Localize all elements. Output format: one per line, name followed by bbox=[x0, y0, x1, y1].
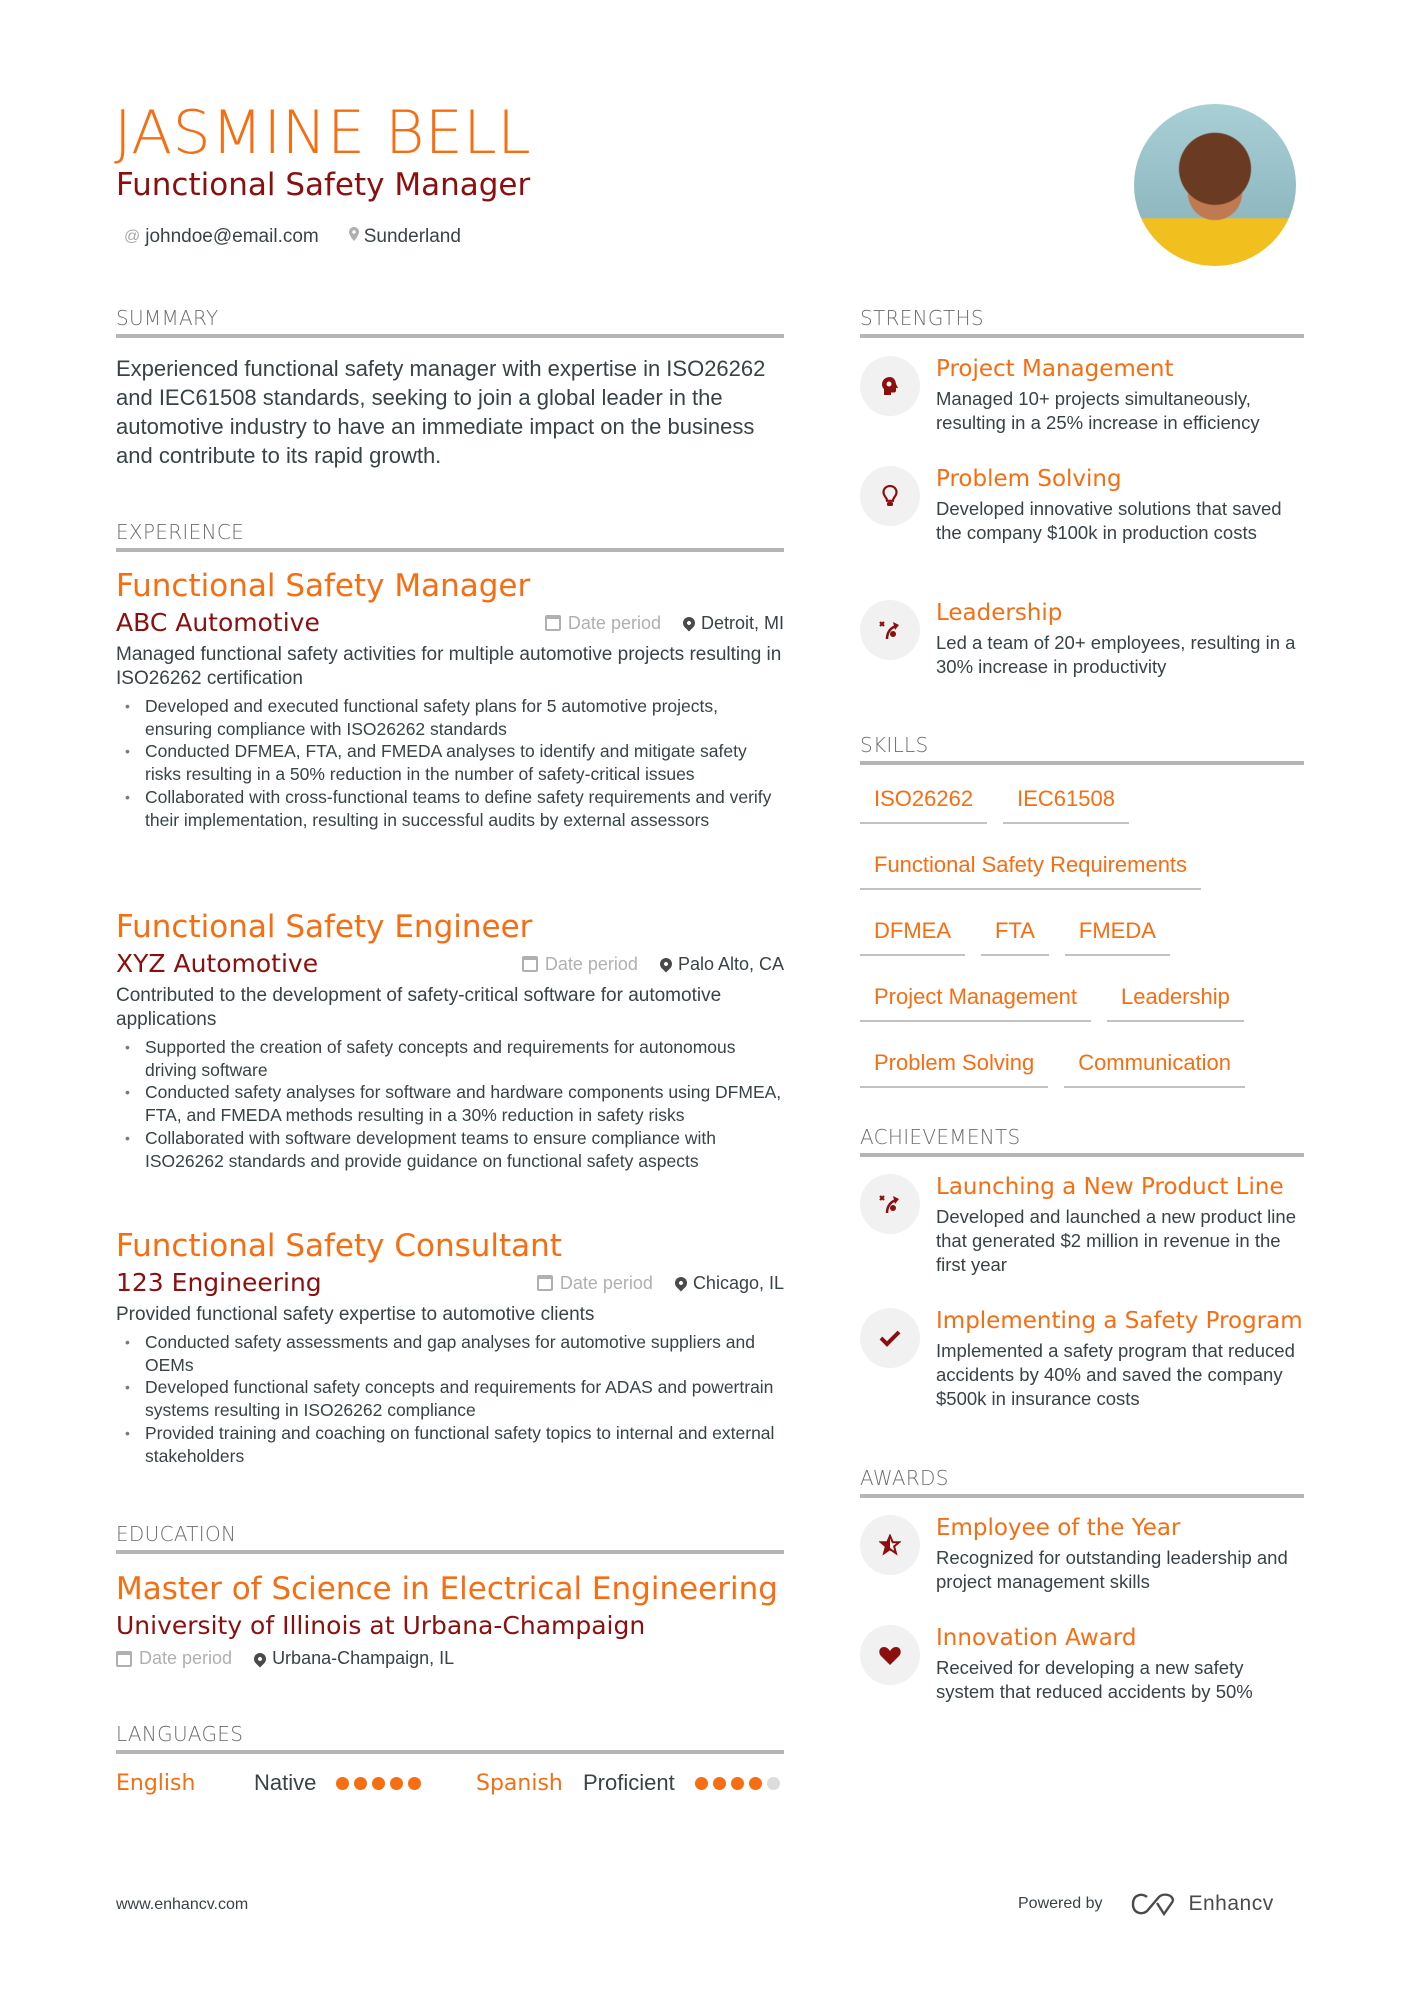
email-item[interactable] bbox=[124, 224, 319, 250]
map-pin-icon bbox=[349, 224, 359, 250]
powered-by-label: Powered by bbox=[1018, 1895, 1103, 1912]
map-pin-icon bbox=[672, 1275, 689, 1292]
candidate-title: Functional Safety Manager bbox=[116, 167, 531, 203]
achievement-item bbox=[860, 1172, 1304, 1277]
job-bullet: • Developed functional safety concepts and requirements for ADAS and powertrain systems resulting in ISO26262 compliance bbox=[116, 1376, 784, 1421]
job-bullet: • Conducted safety analyses for software and hardware components using DFMEA, FTA, and FMEDA methods resulting in a 30% reduction in safety risks bbox=[116, 1081, 784, 1126]
candidate-name: JASMINE BELL bbox=[114, 98, 532, 168]
job-bullet: • Collaborated with cross-functional teams to define safety requirements and verify their implementation, resulting in successful audits by external assessors bbox=[116, 786, 784, 831]
job-description: Provided functional safety expertise to automotive clients bbox=[116, 1304, 595, 1325]
achievement-title: Launching a New Product Line bbox=[936, 1174, 1284, 1200]
strength-title: Problem Solving bbox=[936, 466, 1122, 492]
achievements-heading: ACHIEVEMENTS bbox=[860, 1125, 1304, 1157]
award-title: Employee of the Year bbox=[936, 1515, 1181, 1541]
experience-entry bbox=[116, 567, 784, 831]
strength-desc: Managed 10+ projects simultaneously, resulting in a 25% increase in efficiency bbox=[936, 388, 1260, 433]
skills-list bbox=[860, 780, 1304, 1110]
lightbulb-icon bbox=[860, 466, 920, 526]
website-link[interactable]: www.enhancv.com bbox=[116, 1896, 249, 1913]
calendar-icon bbox=[545, 615, 561, 631]
strength-title: Project Management bbox=[936, 356, 1174, 382]
job-location: Chicago, IL bbox=[692, 1272, 784, 1293]
languages-list bbox=[116, 1770, 784, 1796]
summary-heading: SUMMARY bbox=[116, 306, 784, 338]
company-name: XYZ Automotive bbox=[116, 949, 319, 978]
experience-heading: EXPERIENCE bbox=[116, 520, 784, 552]
award-desc: Received for developing a new safety system that reduced accidents by 50% bbox=[936, 1657, 1253, 1702]
skill-tag: FTA bbox=[981, 912, 1049, 956]
calendar-icon bbox=[522, 956, 538, 972]
skill-tag: FMEDA bbox=[1065, 912, 1170, 956]
date-period: Date period bbox=[544, 953, 638, 974]
strength-item bbox=[860, 464, 1304, 545]
award-item bbox=[860, 1513, 1304, 1594]
job-bullet: • Conducted DFMEA, FTA, and FMEDA analyses to identify and mitigate safety risks resulting in a 50% reduction in the number of safety-critical issues bbox=[116, 740, 784, 785]
language-level: Native bbox=[254, 1770, 317, 1795]
profile-photo bbox=[1134, 104, 1296, 266]
job-bullet: • Collaborated with software development teams to ensure compliance with ISO26262 standards and provide guidance on functional safety aspects bbox=[116, 1127, 784, 1172]
strength-desc: Developed innovative solutions that saved the company $100k in production costs bbox=[936, 498, 1282, 543]
skill-tag: Communication bbox=[1064, 1044, 1245, 1088]
skill-tag: DFMEA bbox=[860, 912, 965, 956]
job-location: Detroit, MI bbox=[700, 612, 784, 633]
job-bullet: • Supported the creation of safety concepts and requirements for autonomous driving software bbox=[116, 1036, 784, 1081]
proficiency-dots bbox=[695, 1777, 780, 1790]
strength-title: Leadership bbox=[936, 600, 1063, 626]
job-bullet: • Developed and executed functional safety plans for 5 automotive projects, ensuring compliance with ISO26262 standards bbox=[116, 695, 784, 740]
achievement-desc: Developed and launched a new product line that generated $2 million in revenue in the first year bbox=[936, 1206, 1296, 1275]
job-role: Functional Safety Consultant bbox=[116, 1228, 562, 1264]
language-name: English bbox=[116, 1770, 196, 1796]
language-level: Proficient bbox=[583, 1770, 675, 1795]
strategy-arrow-icon bbox=[860, 600, 920, 660]
enhancv-logo-icon bbox=[1129, 1892, 1177, 1916]
skill-tag: Functional Safety Requirements bbox=[860, 846, 1201, 890]
experience-entry bbox=[116, 908, 784, 1172]
date-period: Date period bbox=[139, 1648, 233, 1668]
skill-tag: Leadership bbox=[1107, 978, 1244, 1022]
calendar-icon bbox=[537, 1275, 553, 1291]
brand-name: Enhancv bbox=[1188, 1892, 1274, 1915]
enhancv-logo[interactable] bbox=[1129, 1892, 1274, 1916]
job-role: Functional Safety Manager bbox=[116, 568, 531, 604]
map-pin-icon bbox=[252, 1650, 269, 1667]
job-location: Palo Alto, CA bbox=[677, 953, 784, 974]
calendar-icon bbox=[116, 1651, 132, 1667]
education-heading: EDUCATION bbox=[116, 1522, 784, 1554]
contact-info bbox=[124, 224, 461, 250]
date-period: Date period bbox=[559, 1272, 653, 1293]
heart-icon bbox=[860, 1625, 920, 1685]
company-name: 123 Engineering bbox=[116, 1268, 322, 1297]
powered-by bbox=[1018, 1892, 1274, 1916]
achievement-desc: Implemented a safety program that reduced accidents by 40% and saved the company $500k in insurance costs bbox=[936, 1340, 1295, 1409]
checkmark-icon bbox=[860, 1308, 920, 1368]
strength-desc: Led a team of 20+ employees, resulting in a 30% increase in productivity bbox=[936, 632, 1296, 677]
location-item bbox=[349, 224, 461, 250]
strength-item bbox=[860, 354, 1304, 435]
brain-head-icon bbox=[860, 356, 920, 416]
experience-entry bbox=[116, 1227, 784, 1467]
job-role: Functional Safety Engineer bbox=[116, 909, 533, 945]
skill-tag: ISO26262 bbox=[860, 780, 987, 824]
school-name: University of Illinois at Urbana-Champaign bbox=[116, 1611, 646, 1640]
star-icon bbox=[860, 1515, 920, 1575]
language-name: Spanish bbox=[476, 1770, 563, 1796]
award-desc: Recognized for outstanding leadership and project management skills bbox=[936, 1547, 1288, 1592]
awards-heading: AWARDS bbox=[860, 1466, 1304, 1498]
award-title: Innovation Award bbox=[936, 1625, 1137, 1651]
map-pin-icon bbox=[680, 615, 697, 632]
achievement-item bbox=[860, 1306, 1304, 1411]
job-description: Contributed to the development of safety-critical software for automotive applications bbox=[116, 985, 722, 1030]
date-period: Date period bbox=[567, 612, 661, 633]
achievement-title: Implementing a Safety Program bbox=[936, 1308, 1303, 1334]
award-item bbox=[860, 1623, 1304, 1704]
map-pin-icon bbox=[657, 956, 674, 973]
job-bullet: • Conducted safety assessments and gap analyses for automotive suppliers and OEMs bbox=[116, 1331, 784, 1376]
job-bullet: • Provided training and coaching on functional safety topics to internal and external stakeholders bbox=[116, 1422, 784, 1467]
degree: Master of Science in Electrical Engineering bbox=[116, 1571, 778, 1607]
location-text: Sunderland bbox=[363, 226, 461, 247]
at-icon: @ bbox=[124, 228, 141, 245]
email-text: johndoe@email.com bbox=[145, 226, 319, 247]
languages-heading: LANGUAGES bbox=[116, 1722, 784, 1754]
skill-tag: Problem Solving bbox=[860, 1044, 1048, 1088]
strength-item bbox=[860, 598, 1304, 679]
strengths-heading: STRENGTHS bbox=[860, 306, 1304, 338]
skill-tag: Project Management bbox=[860, 978, 1091, 1022]
school-location: Urbana-Champaign, IL bbox=[272, 1648, 455, 1668]
skill-tag: IEC61508 bbox=[1003, 780, 1129, 824]
skills-heading: SKILLS bbox=[860, 733, 1304, 765]
summary-text: Experienced functional safety manager with expertise in ISO26262 and IEC61508 standards, seeking to join a global leader in the automotive industry to have an immediate impact on the business and contribute to its rapid growth. bbox=[116, 356, 766, 468]
job-description: Managed functional safety activities for multiple automotive projects resulting in ISO26262 certification bbox=[116, 644, 782, 689]
proficiency-dots bbox=[336, 1777, 476, 1790]
company-name: ABC Automotive bbox=[116, 608, 320, 637]
education-entry bbox=[116, 1570, 784, 1669]
strategy-arrow-icon bbox=[860, 1174, 920, 1234]
